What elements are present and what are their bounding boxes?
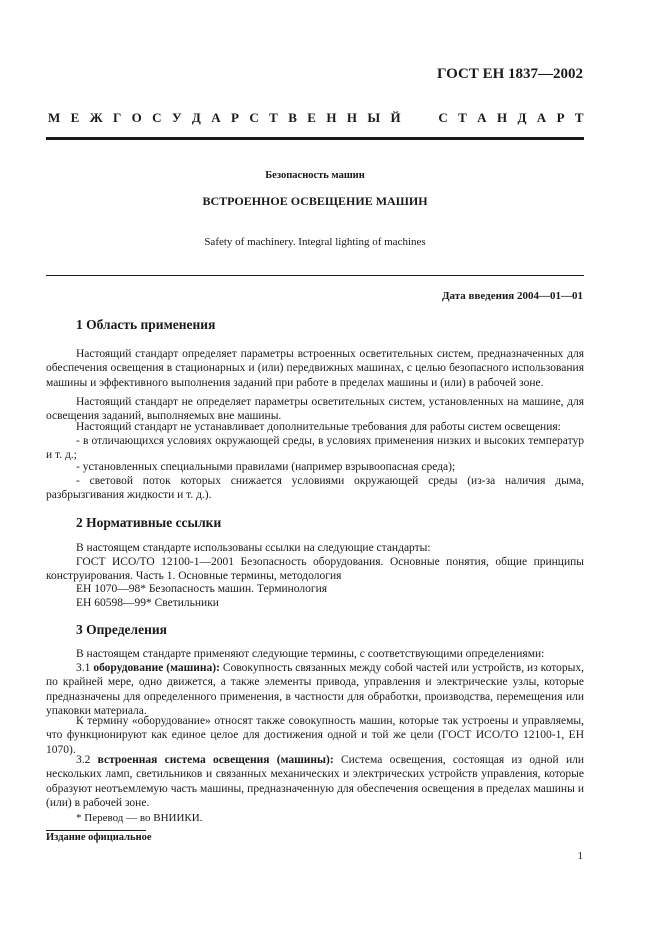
- section-1-list-item-2: - установленных специальными правилами (например взрывоопасная среда);: [76, 461, 456, 473]
- section-1-paragraph-2: Настоящий стандарт не определяет параметры осветительных систем, установленных на машине, для освещения заданий, выполняемых вне машины.: [46, 396, 584, 423]
- banner-letter: Г: [112, 110, 122, 125]
- section-1-list-item-3: - световой поток которых снижается условиями окружающей среды (из-за наличия дыма, разбрызгивания жидкости и т. д.).: [46, 475, 584, 502]
- term-3-2-text: Система освещения, состоящая из одной или нескольких ламп, светильников и связанных механических и электрических устройств управления, которые образуют неотъемлемую часть машины, предназначенную для обеспечения освещения в пределах машины и (или) в рабочей зоне.: [46, 754, 585, 809]
- page-number: 1: [577, 850, 583, 862]
- english-title: Safety of machinery. Integral lighting of machines: [204, 236, 426, 248]
- section-2-heading: 2 Нормативные ссылки: [76, 515, 222, 530]
- term-3-2-definition: [46, 753, 584, 810]
- term-3-2-number: 3.2: [76, 754, 91, 766]
- banner-letter: Т: [269, 110, 278, 125]
- banner-letter: Е: [70, 110, 80, 125]
- interstate-standard-banner: [48, 110, 584, 126]
- banner-letter: Ж: [89, 110, 103, 125]
- banner-letter: В: [288, 110, 297, 125]
- section-3-paragraph-1: В настоящем стандарте применяют следующие термины, с соответствующими определениями:: [76, 648, 545, 660]
- banner-letter: С: [249, 110, 259, 125]
- banner-letter: Д: [191, 110, 201, 125]
- title-rule: [46, 275, 584, 276]
- banner-letter: О: [131, 110, 142, 125]
- section-2-reference-1: ГОСТ ИСО/ТО 12100-1—2001 Безопасность оборудования. Основные понятия, общие принципы конструирования. Часть 1. Основные термины, методология: [46, 556, 584, 583]
- banner-letter: Д: [517, 110, 527, 125]
- edition-label: Издание официальное: [46, 832, 152, 843]
- standard-code: ГОСТ ЕН 1837—2002: [436, 66, 583, 82]
- banner-letter: Т: [574, 110, 584, 125]
- banner-letter: Р: [231, 110, 239, 125]
- banner-letter: Т: [458, 110, 467, 125]
- section-2-paragraph-1: В настоящем стандарте использованы ссылки на следующие стандарты:: [76, 542, 431, 554]
- main-title: ВСТРОЕННОЕ ОСВЕЩЕНИЕ МАШИН: [202, 194, 428, 208]
- footnote: * Перевод — во ВНИИКИ.: [76, 812, 203, 824]
- header-rule: [46, 137, 584, 140]
- banner-letter: Н: [346, 110, 357, 125]
- section-2-reference-2: ЕН 1070—98* Безопасность машин. Терминология: [76, 583, 328, 595]
- footnote-rule: [46, 830, 146, 831]
- section-3-heading: 3 Определения: [76, 622, 167, 637]
- section-2-reference-3: ЕН 60598—99* Светильники: [76, 597, 219, 609]
- section-3-note: К термину «оборудование» относят также совокупность машин, которые так устроены и управляемы, что функционируют как единое целое для достижения одной и той же цели (ГОСТ ИСО/ТО 12100-1, ЕН 1070).: [46, 715, 584, 756]
- banner-letter: Р: [556, 110, 565, 125]
- banner-gap: [425, 110, 428, 126]
- section-1-paragraph-3: Настоящий стандарт не устанавливает дополнительные требования для работы систем освещения:: [76, 421, 561, 433]
- term-3-1-definition: [46, 661, 584, 718]
- term-3-2-name: встроенная система освещения (машины):: [97, 754, 334, 766]
- term-3-1-text: Совокупность связанных между собой частей или устройств, из которых, по крайней мере, одно движется, а также элементы привода, управления и электрические узлы, которые предназначены для определенного применения, в частности для обработки, производства, перемещения или упаковки материала.: [46, 662, 585, 717]
- banner-letter: Н: [496, 110, 508, 125]
- term-3-1-name: оборудование (машина):: [93, 662, 220, 674]
- banner-letter: А: [211, 110, 221, 125]
- section-1-heading: 1 Область применения: [76, 317, 216, 332]
- term-3-1-number: 3.1: [76, 662, 91, 674]
- banner-letter: А: [477, 110, 487, 125]
- banner-letter: Ы: [367, 110, 381, 125]
- banner-letter: С: [438, 110, 448, 125]
- banner-letter: Е: [307, 110, 316, 125]
- banner-letter: С: [152, 110, 162, 125]
- banner-letter: У: [171, 110, 182, 125]
- section-1-paragraph-1: Настоящий стандарт определяет параметры встроенных осветительных систем, предназначенных для обеспечения освещения в стационарных и (или) передвижных машинах, с целью безопасного использования машины и эффективного выполнения заданий при работе в пределах машины и (или) в рабочей зоне.: [46, 348, 584, 389]
- section-1-list-item-1: - в отличающихся условиях окружающей среды, в условиях применения низких и высоких температур и т. д.;: [46, 435, 584, 462]
- banner-letter: Н: [326, 110, 337, 125]
- banner-letter: М: [48, 110, 61, 125]
- banner-letter: Й: [390, 110, 401, 125]
- banner-gap: [411, 110, 414, 126]
- banner-letter: А: [536, 110, 547, 125]
- subject-title: Безопасность машин: [265, 170, 365, 181]
- introduction-date: Дата введения 2004—01—01: [441, 290, 583, 302]
